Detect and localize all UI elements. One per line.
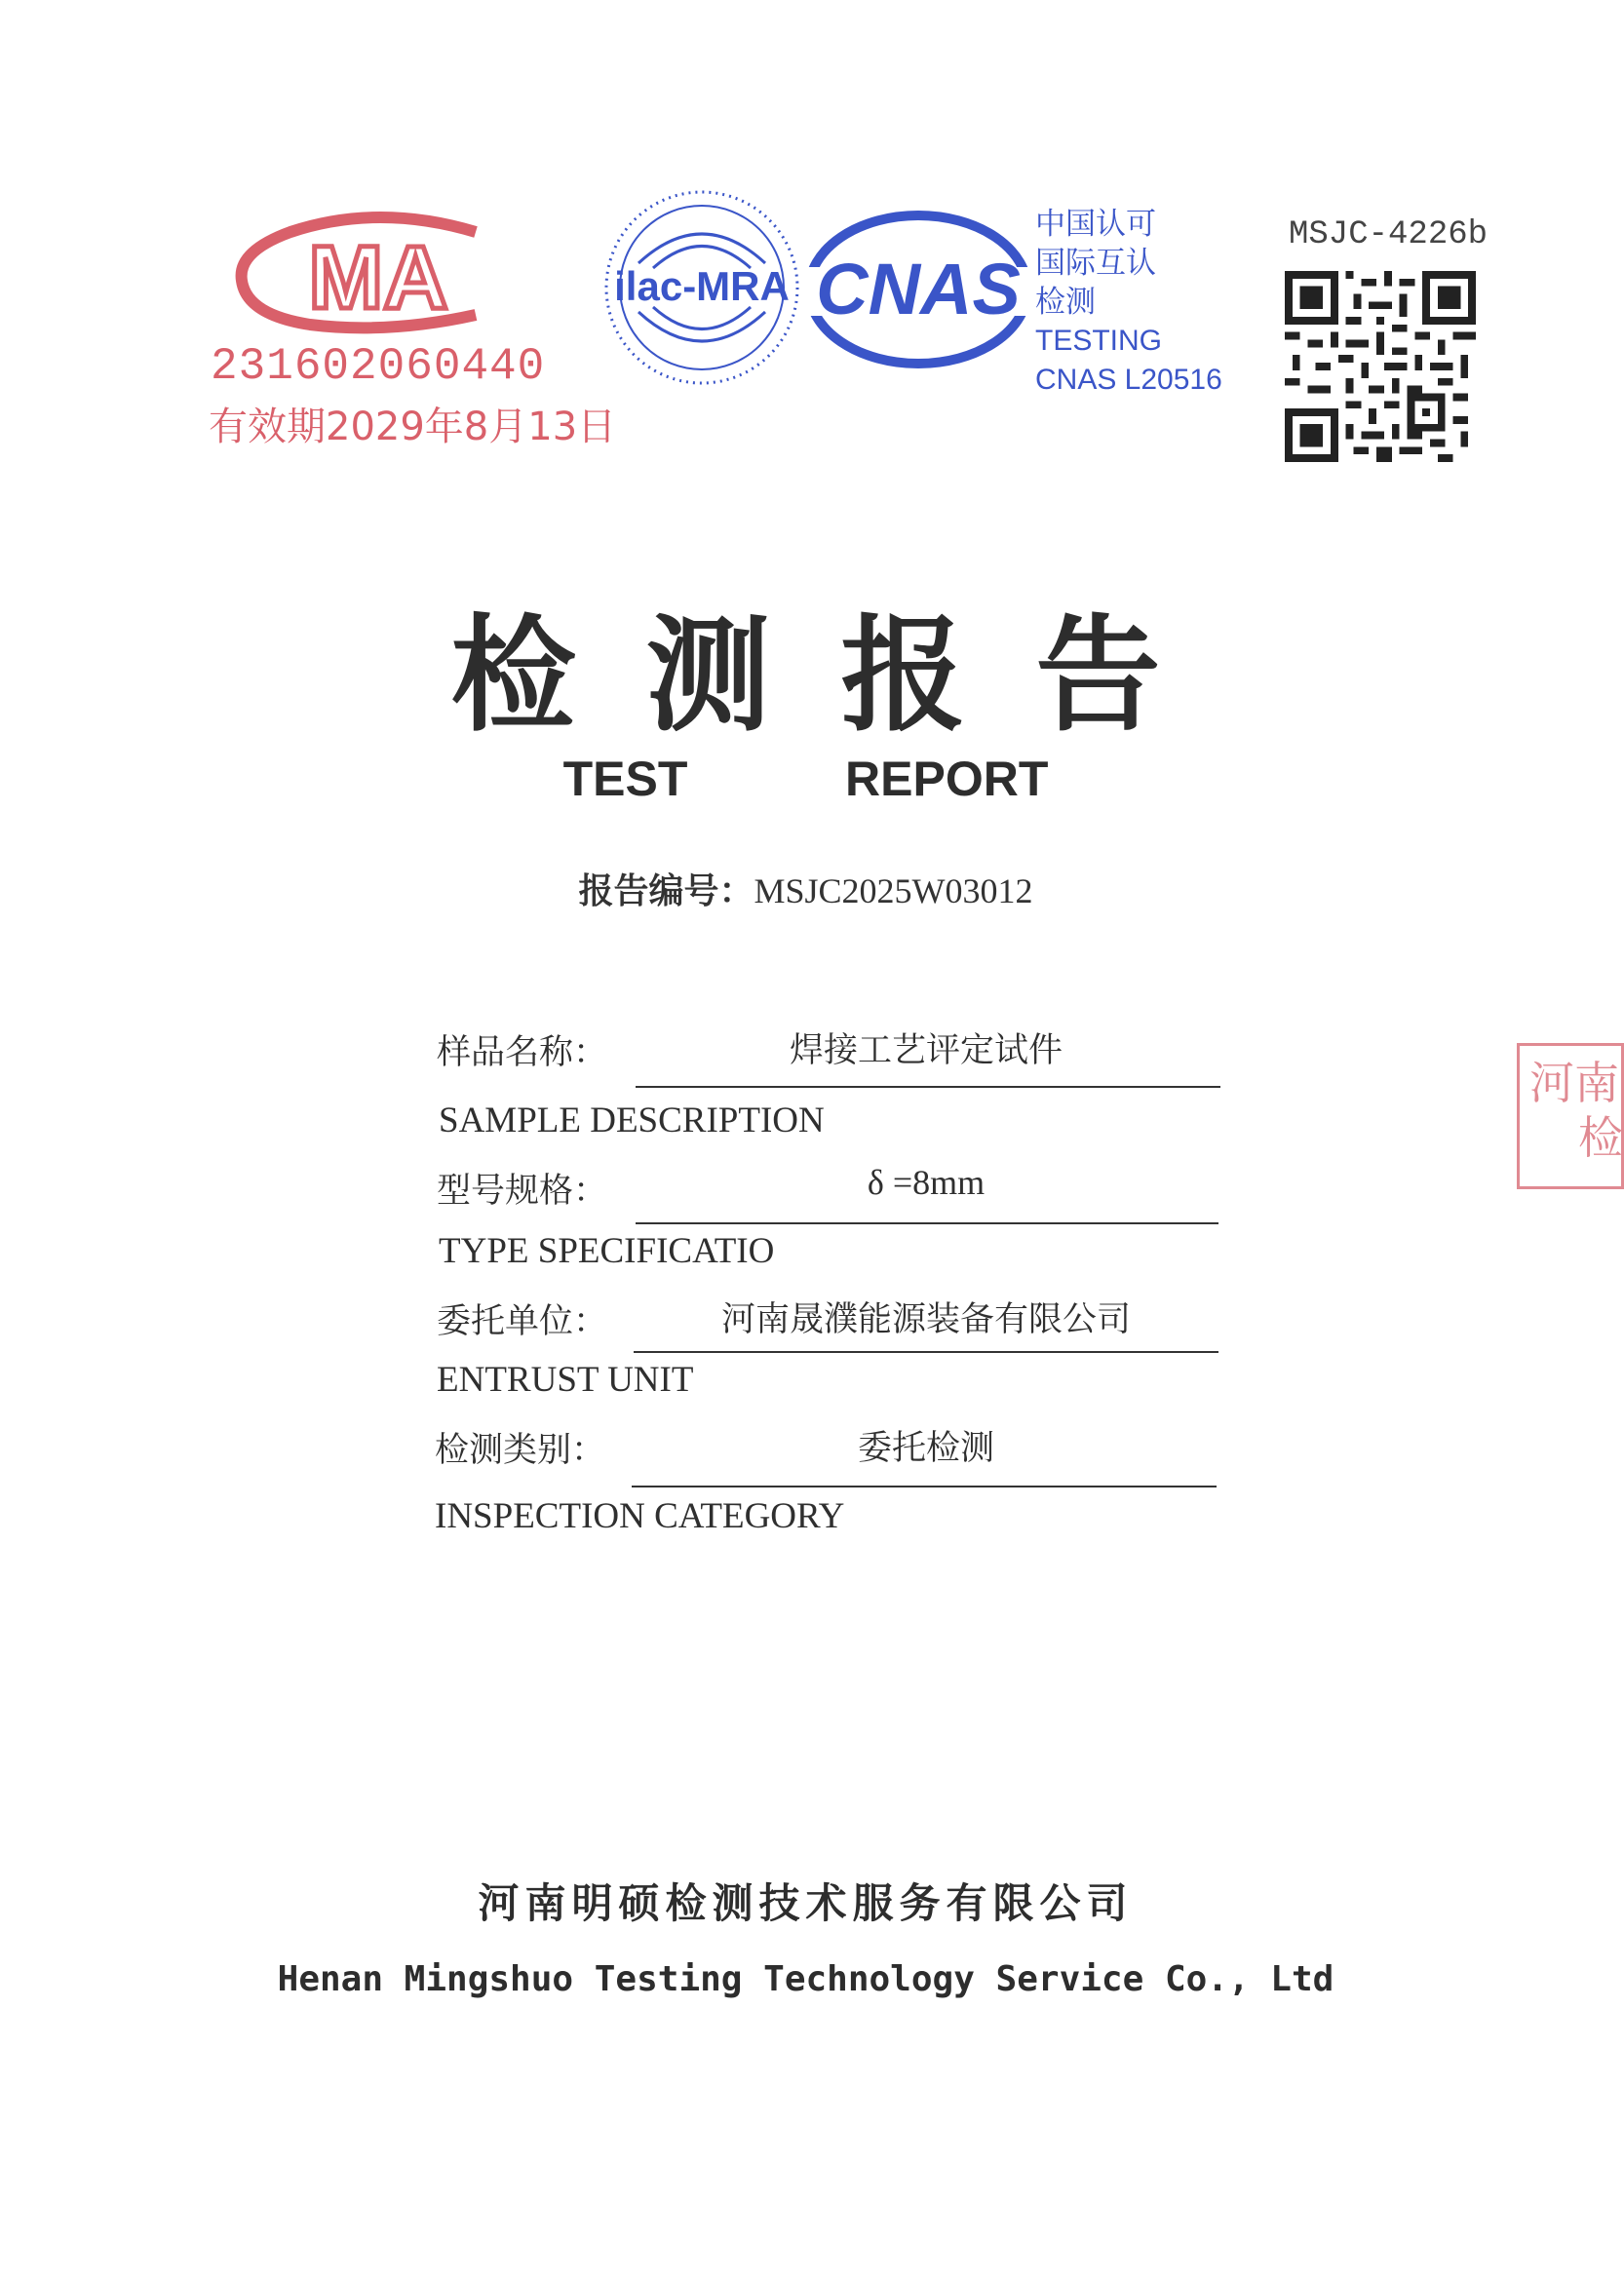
inspection-category-en-label: INSPECTION CATEGORY: [435, 1496, 845, 1536]
inspection-category-label: 检测类别：: [435, 1431, 606, 1470]
seal-stamp-fragment: [1517, 1043, 1624, 1189]
qr-code-icon: [1285, 271, 1476, 462]
company-name-en: Henan Mingshuo Testing Technology Service Co., Ltd: [277, 1959, 1334, 1999]
entrust-unit-underline: [634, 1351, 1218, 1353]
report-number-label: 报告编号：: [578, 871, 754, 911]
cma-logo-icon: [232, 212, 524, 339]
inspection-category-underline: [632, 1486, 1217, 1487]
type-spec-label: 型号规格：: [437, 1172, 608, 1211]
cma-stamp: [203, 212, 617, 456]
report-number: [0, 864, 1611, 913]
cnas-line-2: 国际互认: [1035, 246, 1156, 281]
sample-description-label: SAMPLE DESCRIPTION: [439, 1101, 825, 1140]
type-spec-underline: [636, 1222, 1218, 1224]
entrust-unit-label: 委托单位：: [437, 1302, 608, 1341]
inspection-category-value: 委托检测: [857, 1429, 994, 1468]
company-name-cn: 河南明硕检测技术服务有限公司: [478, 1879, 1134, 1927]
ilac-mra-text: ilac-MRA: [614, 263, 790, 309]
report-title-en: TEST REPORT: [562, 752, 1049, 806]
cnas-text: CNAS: [816, 249, 1021, 329]
cma-mark-text: MA: [308, 228, 448, 328]
sample-name-underline: [636, 1086, 1220, 1088]
cnas-logo-icon: [801, 207, 1035, 372]
sample-name-value: 焊接工艺评定试件: [789, 1031, 1063, 1070]
document-code: MSJC-4226b: [1289, 216, 1489, 253]
cnas-line-3: 检测: [1035, 285, 1096, 320]
cnas-accreditation-text: [1035, 205, 1222, 400]
type-specification-label: TYPE SPECIFICATIO: [439, 1231, 775, 1271]
cnas-line-4: TESTING: [1035, 325, 1163, 357]
cma-number: 231602060440: [211, 341, 546, 392]
cnas-line-5: CNAS L20516: [1035, 364, 1222, 396]
cma-validity: 有效期2029年8月13日: [209, 405, 617, 449]
cnas-line-1: 中国认可: [1035, 207, 1156, 242]
entrust-unit-value: 河南晟濮能源装备有限公司: [720, 1300, 1131, 1339]
seal-stamp-text-2: 检: [1578, 1111, 1623, 1164]
type-spec-value: δ =8mm: [867, 1163, 986, 1202]
report-title-cn: 检测报告: [450, 603, 1231, 749]
report-number-value: MSJC2025W03012: [754, 871, 1033, 910]
ilac-mra-logo-icon: [599, 185, 804, 390]
seal-stamp-text: 河南: [1529, 1057, 1619, 1109]
entrust-unit-en-label: ENTRUST UNIT: [437, 1360, 694, 1400]
sample-name-label: 样品名称：: [437, 1033, 608, 1072]
